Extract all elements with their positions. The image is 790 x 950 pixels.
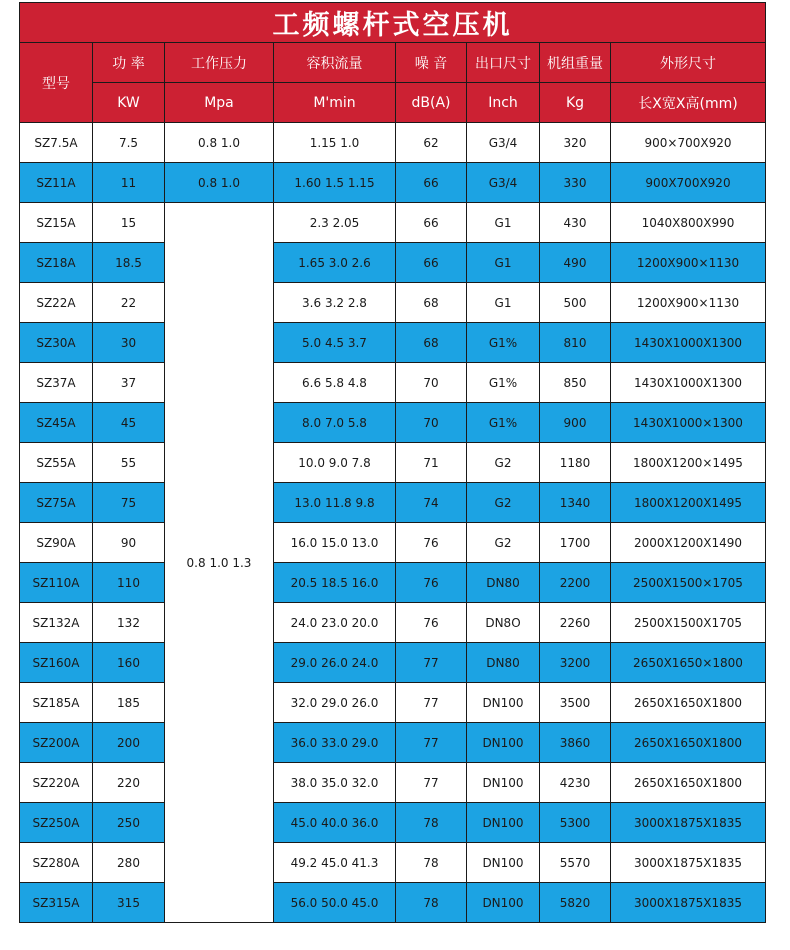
- cell-dimensions: 900×700X920: [611, 123, 766, 163]
- cell-outlet: G1: [467, 243, 540, 283]
- cell-dimensions: 2500X1500×1705: [611, 563, 766, 603]
- cell-dimensions: 2500X1500X1705: [611, 603, 766, 643]
- cell-dimensions: 1430X1000X1300: [611, 323, 766, 363]
- header-pressure: 工作压力: [165, 43, 274, 83]
- cell-flow: 13.0 11.8 9.8: [274, 483, 396, 523]
- table-row: [20, 523, 766, 563]
- cell-model: SZ280A: [20, 843, 93, 883]
- unit-weight: Kg: [540, 83, 611, 123]
- cell-model: SZ315A: [20, 883, 93, 923]
- cell-outlet: G2: [467, 483, 540, 523]
- cell-power: 280: [93, 843, 165, 883]
- cell-dimensions: 3000X1875X1835: [611, 803, 766, 843]
- cell-power: 55: [93, 443, 165, 483]
- cell-pressure-merged: 0.8 1.0 1.3: [165, 203, 274, 923]
- cell-dimensions: 1200X900×1130: [611, 243, 766, 283]
- cell-weight: 3860: [540, 723, 611, 763]
- table-row: [20, 443, 766, 483]
- cell-outlet: G1%: [467, 363, 540, 403]
- cell-power: 37: [93, 363, 165, 403]
- cell-power: 11: [93, 163, 165, 203]
- cell-dimensions: 3000X1875X1835: [611, 883, 766, 923]
- cell-outlet: G1: [467, 203, 540, 243]
- cell-noise: 77: [396, 683, 467, 723]
- cell-power: 110: [93, 563, 165, 603]
- cell-pressure: 0.8 1.0: [165, 123, 274, 163]
- cell-flow: 32.0 29.0 26.0: [274, 683, 396, 723]
- cell-power: 200: [93, 723, 165, 763]
- cell-model: SZ220A: [20, 763, 93, 803]
- cell-noise: 62: [396, 123, 467, 163]
- cell-power: 220: [93, 763, 165, 803]
- cell-weight: 2260: [540, 603, 611, 643]
- cell-outlet: DN80: [467, 563, 540, 603]
- header-model: 型号: [20, 43, 93, 123]
- cell-weight: 1340: [540, 483, 611, 523]
- cell-noise: 77: [396, 763, 467, 803]
- unit-outlet: Inch: [467, 83, 540, 123]
- cell-dimensions: 2650X1650X1800: [611, 683, 766, 723]
- cell-model: SZ90A: [20, 523, 93, 563]
- cell-power: 45: [93, 403, 165, 443]
- cell-dimensions: 1430X1000×1300: [611, 403, 766, 443]
- table-row: [20, 483, 766, 523]
- cell-noise: 78: [396, 883, 467, 923]
- cell-outlet: DN8O: [467, 603, 540, 643]
- cell-model: SZ15A: [20, 203, 93, 243]
- cell-weight: 900: [540, 403, 611, 443]
- cell-flow: 56.0 50.0 45.0: [274, 883, 396, 923]
- cell-dimensions: 2000X1200X1490: [611, 523, 766, 563]
- cell-power: 132: [93, 603, 165, 643]
- cell-model: SZ11A: [20, 163, 93, 203]
- cell-weight: 430: [540, 203, 611, 243]
- cell-power: 18.5: [93, 243, 165, 283]
- table-row: [20, 643, 766, 683]
- cell-power: 315: [93, 883, 165, 923]
- table-row: [20, 403, 766, 443]
- cell-weight: 320: [540, 123, 611, 163]
- header-weight: 机组重量: [540, 43, 611, 83]
- cell-weight: 1700: [540, 523, 611, 563]
- cell-noise: 77: [396, 723, 467, 763]
- cell-model: SZ30A: [20, 323, 93, 363]
- cell-flow: 38.0 35.0 32.0: [274, 763, 396, 803]
- cell-weight: 850: [540, 363, 611, 403]
- table-row: [20, 683, 766, 723]
- cell-model: SZ18A: [20, 243, 93, 283]
- cell-model: SZ200A: [20, 723, 93, 763]
- unit-flow: M'min: [274, 83, 396, 123]
- cell-weight: 810: [540, 323, 611, 363]
- cell-dimensions: 2650X1650×1800: [611, 643, 766, 683]
- cell-noise: 70: [396, 363, 467, 403]
- table-row: [20, 763, 766, 803]
- cell-weight: 330: [540, 163, 611, 203]
- cell-noise: 78: [396, 843, 467, 883]
- cell-outlet: G2: [467, 443, 540, 483]
- table-row: [20, 603, 766, 643]
- header-noise: 噪 音: [396, 43, 467, 83]
- cell-outlet: G2: [467, 523, 540, 563]
- cell-weight: 4230: [540, 763, 611, 803]
- table-row: [20, 163, 766, 203]
- cell-flow: 24.0 23.0 20.0: [274, 603, 396, 643]
- cell-flow: 29.0 26.0 24.0: [274, 643, 396, 683]
- cell-weight: 3500: [540, 683, 611, 723]
- table-row: [20, 203, 766, 243]
- cell-power: 90: [93, 523, 165, 563]
- cell-outlet: G1%: [467, 323, 540, 363]
- cell-noise: 66: [396, 163, 467, 203]
- cell-flow: 6.6 5.8 4.8: [274, 363, 396, 403]
- cell-model: SZ22A: [20, 283, 93, 323]
- cell-dimensions: 1800X1200×1495: [611, 443, 766, 483]
- cell-weight: 5300: [540, 803, 611, 843]
- cell-dimensions: 2650X1650X1800: [611, 723, 766, 763]
- cell-model: SZ132A: [20, 603, 93, 643]
- cell-weight: 2200: [540, 563, 611, 603]
- table-row: [20, 243, 766, 283]
- table-row: [20, 323, 766, 363]
- cell-noise: 68: [396, 323, 467, 363]
- cell-noise: 78: [396, 803, 467, 843]
- cell-model: SZ160A: [20, 643, 93, 683]
- cell-dimensions: 900X700X920: [611, 163, 766, 203]
- cell-flow: 36.0 33.0 29.0: [274, 723, 396, 763]
- table-row: [20, 723, 766, 763]
- table-row: [20, 123, 766, 163]
- cell-model: SZ55A: [20, 443, 93, 483]
- cell-model: SZ110A: [20, 563, 93, 603]
- cell-outlet: G1%: [467, 403, 540, 443]
- cell-flow: 45.0 40.0 36.0: [274, 803, 396, 843]
- table-row: [20, 803, 766, 843]
- cell-noise: 77: [396, 643, 467, 683]
- cell-flow: 1.60 1.5 1.15: [274, 163, 396, 203]
- cell-flow: 1.15 1.0: [274, 123, 396, 163]
- header-dimensions: 外形尺寸: [611, 43, 766, 83]
- cell-outlet: DN80: [467, 643, 540, 683]
- header-row: [20, 43, 766, 83]
- cell-outlet: DN100: [467, 883, 540, 923]
- cell-noise: 71: [396, 443, 467, 483]
- cell-noise: 68: [396, 283, 467, 323]
- table-row: [20, 883, 766, 923]
- page-title: 工频螺杆式空压机: [20, 3, 766, 43]
- unit-noise: dB(A): [396, 83, 467, 123]
- cell-flow: 5.0 4.5 3.7: [274, 323, 396, 363]
- unit-row: [20, 83, 766, 123]
- cell-model: SZ250A: [20, 803, 93, 843]
- cell-noise: 76: [396, 563, 467, 603]
- unit-power: KW: [93, 83, 165, 123]
- cell-noise: 76: [396, 523, 467, 563]
- cell-weight: 1180: [540, 443, 611, 483]
- cell-noise: 70: [396, 403, 467, 443]
- cell-pressure: 0.8 1.0: [165, 163, 274, 203]
- cell-weight: 5570: [540, 843, 611, 883]
- table-row: [20, 283, 766, 323]
- cell-power: 15: [93, 203, 165, 243]
- cell-power: 30: [93, 323, 165, 363]
- cell-outlet: DN100: [467, 763, 540, 803]
- table-row: [20, 563, 766, 603]
- cell-power: 7.5: [93, 123, 165, 163]
- cell-weight: 500: [540, 283, 611, 323]
- cell-flow: 49.2 45.0 41.3: [274, 843, 396, 883]
- cell-weight: 490: [540, 243, 611, 283]
- cell-flow: 16.0 15.0 13.0: [274, 523, 396, 563]
- cell-model: SZ45A: [20, 403, 93, 443]
- cell-flow: 3.6 3.2 2.8: [274, 283, 396, 323]
- cell-flow: 1.65 3.0 2.6: [274, 243, 396, 283]
- cell-power: 250: [93, 803, 165, 843]
- cell-dimensions: 3000X1875X1835: [611, 843, 766, 883]
- cell-model: SZ7.5A: [20, 123, 93, 163]
- cell-flow: 8.0 7.0 5.8: [274, 403, 396, 443]
- cell-power: 22: [93, 283, 165, 323]
- table-row: [20, 843, 766, 883]
- cell-noise: 74: [396, 483, 467, 523]
- cell-dimensions: 1040X800X990: [611, 203, 766, 243]
- cell-outlet: G1: [467, 283, 540, 323]
- unit-pressure: Mpa: [165, 83, 274, 123]
- cell-model: SZ75A: [20, 483, 93, 523]
- cell-noise: 66: [396, 203, 467, 243]
- cell-model: SZ185A: [20, 683, 93, 723]
- cell-outlet: DN100: [467, 723, 540, 763]
- cell-noise: 76: [396, 603, 467, 643]
- cell-flow: 10.0 9.0 7.8: [274, 443, 396, 483]
- header-power: 功 率: [93, 43, 165, 83]
- cell-weight: 3200: [540, 643, 611, 683]
- cell-power: 185: [93, 683, 165, 723]
- cell-dimensions: 1200X900×1130: [611, 283, 766, 323]
- cell-noise: 66: [396, 243, 467, 283]
- cell-outlet: DN100: [467, 803, 540, 843]
- unit-dimensions: 长X宽X高(mm): [611, 83, 766, 123]
- header-flow: 容积流量: [274, 43, 396, 83]
- header-outlet: 出口尺寸: [467, 43, 540, 83]
- cell-model: SZ37A: [20, 363, 93, 403]
- cell-flow: 20.5 18.5 16.0: [274, 563, 396, 603]
- cell-power: 160: [93, 643, 165, 683]
- cell-weight: 5820: [540, 883, 611, 923]
- spec-table: [19, 2, 766, 923]
- cell-dimensions: 2650X1650X1800: [611, 763, 766, 803]
- cell-flow: 2.3 2.05: [274, 203, 396, 243]
- cell-outlet: G3/4: [467, 123, 540, 163]
- cell-dimensions: 1800X1200X1495: [611, 483, 766, 523]
- cell-dimensions: 1430X1000X1300: [611, 363, 766, 403]
- cell-outlet: DN100: [467, 843, 540, 883]
- cell-outlet: G3/4: [467, 163, 540, 203]
- title-row: [20, 3, 766, 43]
- table-row: [20, 363, 766, 403]
- cell-power: 75: [93, 483, 165, 523]
- cell-outlet: DN100: [467, 683, 540, 723]
